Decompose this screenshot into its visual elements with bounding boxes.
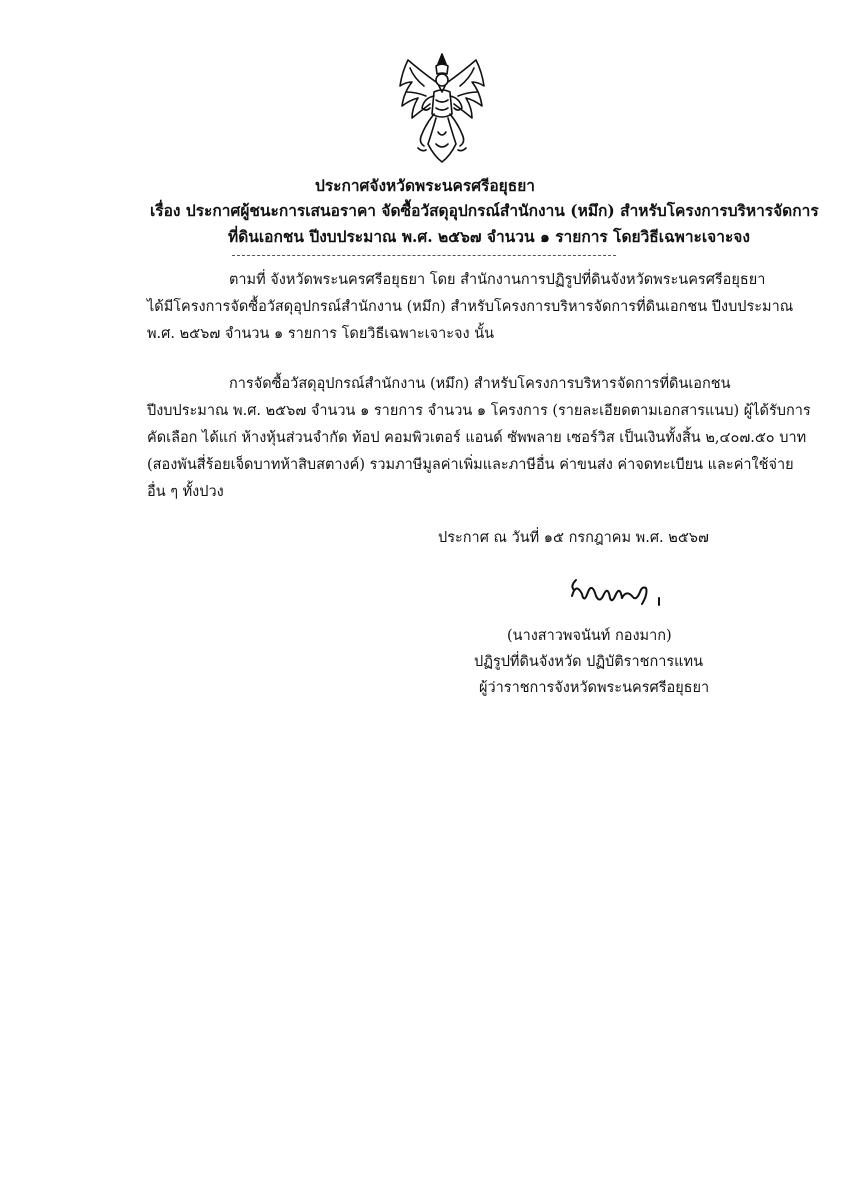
paragraph-2-line-4: (สองพันสี่ร้อยเจ็ดบาทห้าสิบสตางค์) รวมภาษีมูลค่าเพิ่มและภาษีอื่น ค่าขนส่ง ค่าจดทะเบียน และค่าใช้จ่าย bbox=[147, 457, 794, 473]
paragraph-2-line-1: การจัดซื้อวัสดุอุปกรณ์สำนักงาน (หมึก) สำหรับโครงการบริหารจัดการที่ดินเอกชน bbox=[229, 376, 731, 392]
signatory-position-1: ปฏิรูปที่ดินจังหวัด ปฏิบัติราชการแทน bbox=[474, 654, 703, 670]
paragraph-1-line-1: ตามที่ จังหวัดพระนครศรีอยุธยา โดย สำนักงานการปฏิรูปที่ดินจังหวัดพระนครศรีอยุธยา bbox=[229, 272, 766, 288]
announcement-title: ประกาศจังหวัดพระนครศรีอยุธยา bbox=[314, 176, 535, 195]
paragraph-1-line-3: พ.ศ. ๒๕๖๗ จำนวน ๑ รายการ โดยวิธีเฉพาะเจาะจง นั้น bbox=[147, 326, 495, 342]
paragraph-2-line-5: อื่น ๆ ทั้งปวง bbox=[147, 484, 224, 500]
header-divider bbox=[232, 255, 616, 256]
paragraph-2-line-2: ปีงบประมาณ พ.ศ. ๒๕๖๗ จำนวน ๑ รายการ จำนวน ๑ โครงการ (รายละเอียดตามเอกสารแนบ) ผู้ได้รับการ bbox=[147, 403, 811, 419]
subject-line-1: เรื่อง ประกาศผู้ชนะการเสนอราคา จัดซื้อวัสดุอุปกรณ์สำนักงาน (หมึก) สำหรับโครงการบริหารจัดการ bbox=[150, 201, 819, 220]
paragraph-1-line-2: ได้มีโครงการจัดซื้อวัสดุอุปกรณ์สำนักงาน (หมึก) สำหรับโครงการบริหารจัดการที่ดินเอกชน ปีงบประมาณ bbox=[147, 299, 794, 315]
announcement-date: ประกาศ ณ วันที่ ๑๕ กรกฎาคม พ.ศ. ๒๕๖๗ bbox=[438, 530, 709, 546]
signatory-name: (นางสาวพจนันท์ กองมาก) bbox=[507, 628, 672, 644]
paragraph-2-line-3: คัดเลือก ได้แก่ ห้างหุ้นส่วนจำกัด ท้อป คอมพิวเตอร์ แอนด์ ซัพพลาย เซอร์วิส เป็นเงินทั้งสิ้น ๒,๔๐๗.๕๐ บาท bbox=[147, 430, 807, 446]
signatory-position-2: ผู้ว่าราชการจังหวัดพระนครศรีอยุธยา bbox=[479, 680, 710, 696]
subject-line-2: ที่ดินเอกชน ปีงบประมาณ พ.ศ. ๒๕๖๗ จำนวน ๑ รายการ โดยวิธีเฉพาะเจาะจง bbox=[228, 227, 750, 246]
garuda-emblem-icon bbox=[396, 52, 488, 164]
signature-icon bbox=[566, 574, 666, 616]
